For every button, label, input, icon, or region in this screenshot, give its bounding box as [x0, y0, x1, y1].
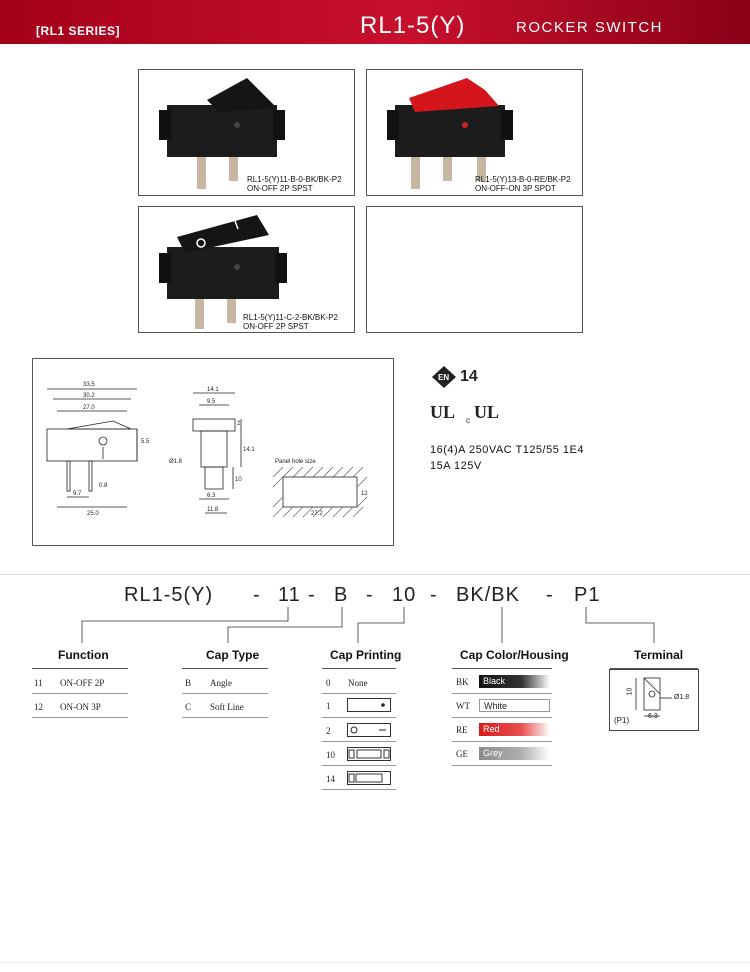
cap-printing-rule-2 [322, 717, 396, 718]
photo-box-2 [366, 69, 583, 196]
cap-type-label-c: Soft Line [210, 702, 244, 712]
order-terminal: P1 [574, 584, 601, 606]
cap-printing-rule-1 [322, 693, 396, 694]
svg-text:EN: EN [438, 373, 450, 382]
order-model: RL1-5(Y) [124, 584, 214, 606]
dim-11-8: 11.8 [207, 507, 219, 513]
cap-color-code-re: RE [456, 725, 468, 735]
function-title: Function [58, 648, 109, 662]
cap-color-code-ge: GE [456, 749, 468, 759]
footer-rule [0, 962, 750, 963]
cap-color-code-bk: BK [456, 677, 469, 687]
terminal-drawing [609, 669, 699, 731]
cap-type-label-b: Angle [210, 678, 232, 688]
order-dash-3: - [366, 584, 374, 606]
function-rule [32, 668, 128, 669]
divider [0, 574, 750, 575]
cap-type-row-rule [182, 693, 268, 694]
dim-diameter-1-8: Ø1.8 [169, 459, 183, 465]
cap-color-rule-3 [452, 741, 552, 742]
order-cap-color: BK/BK [456, 584, 520, 606]
photo-1-code: RL1-5(Y)11-B-0-BK/BK-P2 [247, 175, 342, 184]
function-label-12: ON-ON 3P [60, 702, 101, 712]
order-function: 11 [278, 584, 301, 606]
enec-logo [432, 364, 502, 390]
terminal-dim-10: 10 [626, 687, 634, 696]
cap-printing-title: Cap Printing [330, 648, 402, 662]
function-code-12: 12 [34, 702, 43, 712]
panel-hole-label: Panel hole size [275, 459, 316, 465]
cap-color-bottom-rule [452, 765, 552, 766]
dim-27-0: 27.0 [83, 405, 95, 411]
dim-9-7: 9.7 [73, 491, 82, 497]
cap-color-rule [452, 668, 552, 669]
cap-printing-code-0: 0 [326, 678, 331, 688]
order-cap-printing: 10 [392, 584, 417, 606]
photo-2-code: RL1-5(Y)13-B-0-RE/BK-P2 [475, 175, 571, 184]
cap-color-rule-1 [452, 693, 552, 694]
dim-33-5: 33.5 [83, 382, 95, 388]
photo-2-desc: ON-OFF-ON 3P SPDT [475, 184, 556, 193]
print-symbol-o-dash-icon [347, 723, 391, 737]
cap-type-title: Cap Type [206, 648, 260, 662]
model-title: RL1-5(Y) [360, 12, 466, 39]
cap-printing-label-0: None [348, 678, 368, 688]
cap-type-code-c: C [185, 702, 192, 712]
rating-line-1: 16(4)A 250VAC T125/55 1E4 [430, 444, 584, 456]
rating-line-2: 15A 125V [430, 460, 482, 472]
dim-2: 2 [237, 421, 241, 427]
print-symbol-10-icon [347, 747, 391, 761]
terminal-code: (P1) [614, 716, 630, 725]
order-dash-1: - [253, 584, 261, 606]
dim-12: 12 [361, 491, 368, 497]
photo-box-3 [138, 206, 355, 333]
series-label: [RL1 SERIES] [36, 24, 121, 38]
cap-printing-code-10: 10 [326, 750, 335, 760]
product-type-title: ROCKER SWITCH [516, 19, 663, 36]
dim-30-2: 30.2 [83, 393, 95, 399]
terminal-title: Terminal [634, 648, 684, 662]
dim-14-1-top: 14.1 [207, 387, 219, 393]
ul-logo: UL [430, 402, 456, 422]
cap-color-code-wt: WT [456, 701, 470, 711]
cap-color-swatch-grey: Grey [479, 747, 550, 760]
photo-3-code: RL1-5(Y)11-C-2-BK/BK-P2 [243, 313, 338, 322]
cap-printing-rule [322, 668, 396, 669]
cap-printing-code-14: 14 [326, 774, 335, 784]
dim-27-2: 27.2 [311, 511, 323, 517]
dim-9-5: 9.5 [207, 399, 216, 405]
function-row-rule [32, 693, 128, 694]
cap-printing-code-1: 1 [326, 701, 331, 711]
function-label-11: ON-OFF 2P [60, 678, 105, 688]
dim-5-5: 5.5 [141, 439, 150, 445]
function-code-11: 11 [34, 678, 43, 688]
cap-type-code-b: B [185, 678, 192, 688]
dim-0-8: 0.8 [99, 483, 108, 489]
order-dash-5: - [546, 584, 554, 606]
function-bottom-rule [32, 717, 128, 718]
cap-color-rule-2 [452, 717, 552, 718]
dim-14-1-side: 14.1 [243, 447, 255, 453]
photo-1-desc: ON-OFF 2P SPST [247, 184, 313, 193]
cap-color-swatch-red: Red [479, 723, 550, 736]
terminal-dim-6-3: 6.3 [648, 713, 658, 720]
cap-color-title: Cap Color/Housing [460, 648, 569, 662]
cap-printing-rule-4 [322, 765, 396, 766]
print-symbol-dot-icon [347, 698, 391, 712]
dimension-drawing-svg [33, 359, 393, 545]
order-dash-4: - [430, 584, 438, 606]
cul-c-label: c [466, 416, 470, 425]
dimension-drawing [32, 358, 394, 546]
order-cap-type: B [334, 584, 349, 606]
connector-lines [0, 605, 750, 650]
enec-number: 14 [460, 368, 478, 385]
cap-type-rule [182, 668, 268, 669]
dim-6-3: 6.3 [207, 493, 216, 499]
order-dash-2: - [308, 584, 316, 606]
terminal-dim-diameter: Ø1.8 [674, 694, 690, 701]
dim-25-0: 25.0 [87, 511, 99, 517]
cap-printing-bottom-rule [322, 789, 396, 790]
cap-type-bottom-rule [182, 717, 268, 718]
cul-logo: UL [474, 402, 500, 422]
cap-color-swatch-black: Black [479, 675, 550, 688]
cap-printing-code-2: 2 [326, 726, 331, 736]
photo-box-empty [366, 206, 583, 333]
cap-printing-rule-3 [322, 741, 396, 742]
photo-box-1 [138, 69, 355, 196]
dim-10: 10 [235, 477, 242, 483]
photo-3-desc: ON-OFF 2P SPST [243, 322, 309, 331]
cap-color-swatch-white: White [479, 699, 550, 712]
print-symbol-14-icon [347, 771, 391, 785]
